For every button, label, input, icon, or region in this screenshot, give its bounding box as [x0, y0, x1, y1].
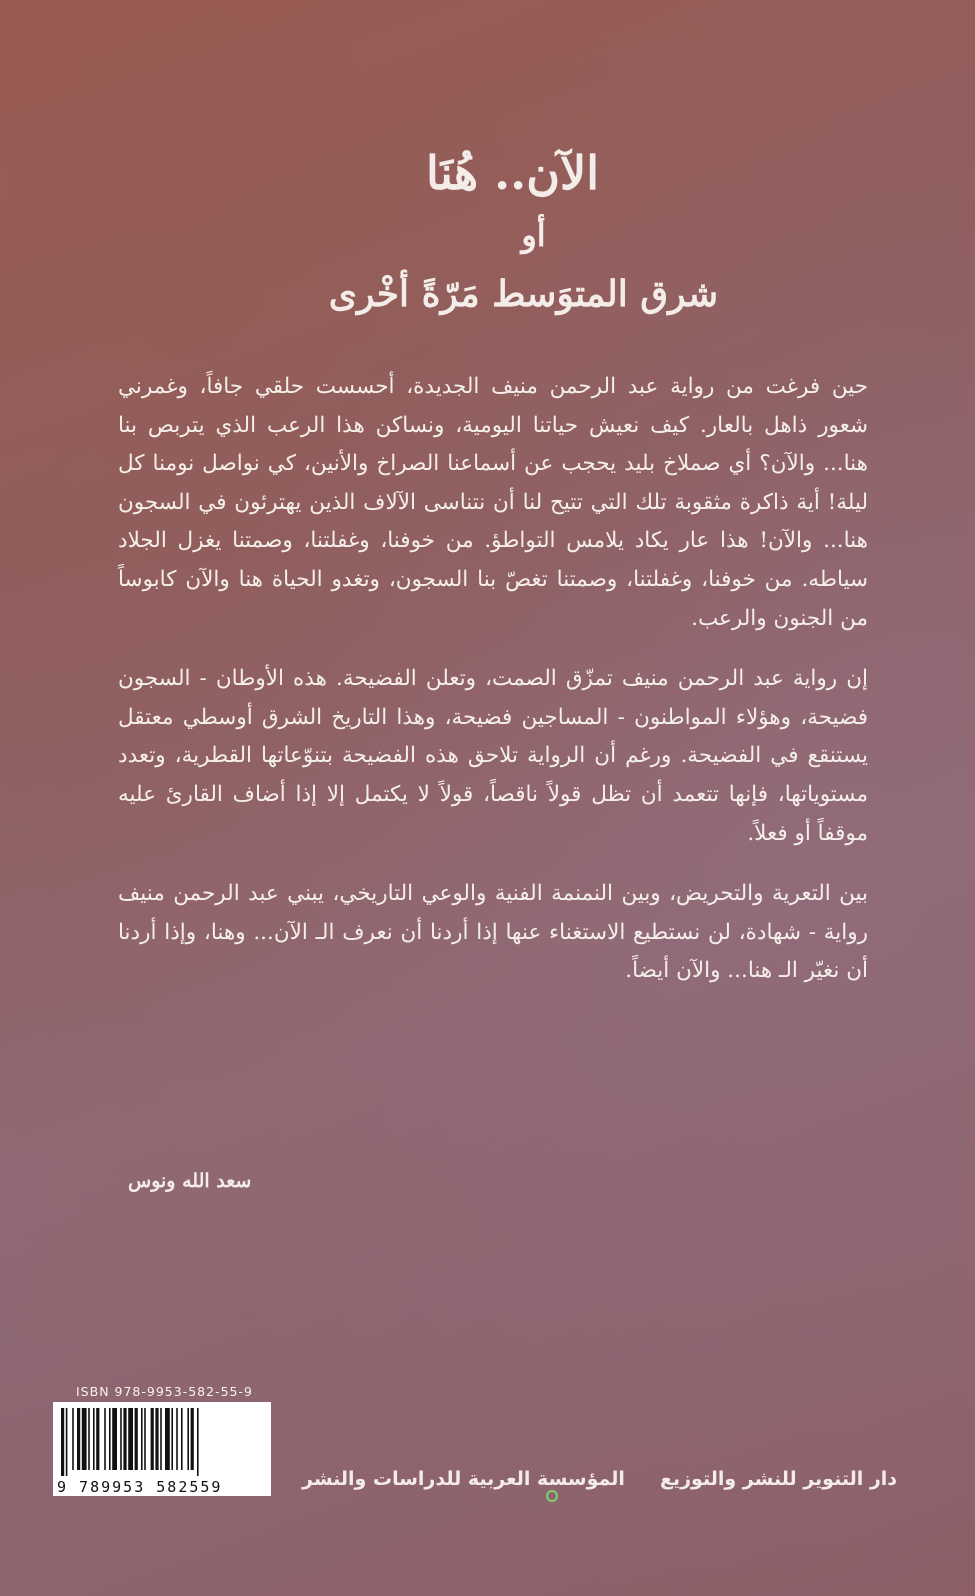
title-block: [0, 140, 975, 322]
blurb-paragraph-3: بين التعرية والتحريض، وبين النمنمة الفنية والوعي التاريخي، يبني عبد الرحمن منيف رواية - شهادة، لن نستطيع الاستغناء عنها إذا أردنا أن نعرف الـ الآن... وهنا، وإذا أردنا أن نغيّر الـ هنا... والآن أيضاً.: [118, 881, 868, 984]
publisher-dar-altanweer: دار التنوير للنشر والتوزيع: [660, 1468, 898, 1490]
barcode-number: 9 789953 582559: [53, 1478, 271, 1496]
author-signature: سعد الله ونوس: [128, 1170, 252, 1192]
publisher-arab-institute: المؤسسة العربية للدراسات والنشر: [302, 1468, 625, 1490]
book-subtitle: شرق المتوَسط مَرّةً أخْرى: [328, 273, 719, 315]
title-connector: أو: [521, 216, 546, 254]
blurb-paragraph-2: إن رواية عبد الرحمن منيف تمزّق الصمت، وتعلن الفضيحة. هذه الأوطان - السجون فضيحة، وهؤلاء المواطنون - المساجين فضيحة، وهذا التاريخ الشرق أوسطي معتقل يستنقع في الفضيحة. ورغم أن الرواية تلاحق هذه الفضيحة بتنوّعاتها القطرية، وتعدد مستوياتها، فإنها تتعمد أن تظل قولاً ناقصاً، قولاً لا يكتمل إلا إذا أضاف القارئ عليه موقفاً أو فعلاً.: [118, 666, 868, 846]
blurb-text: [118, 368, 868, 1013]
isbn-label: ISBN 978-9953-582-55-9: [76, 1384, 253, 1399]
publisher-logo-icon: [546, 1490, 558, 1502]
book-title: الآن.. هُنَا: [426, 146, 599, 200]
barcode-bars-icon: [61, 1408, 263, 1476]
blurb-paragraph-1: حين فرغت من رواية عبد الرحمن منيف الجديدة، أحسست حلقي جافاً، وغمرني شعور ذاهل بالعار. كيف نعيش حياتنا اليومية، ونساكن هذا الرعب الذي يتربص بنا هنا... والآن؟ أي صملاخ بليد يحجب عن أسماعنا الصراخ والأنين، كي نواصل نومنا كل ليلة! أية ذاكرة مثقوبة تلك التي تتيح لنا أن نتناسى الآلاف الذين يهترئون في السجون هنا... والآن! هذا عار يكاد يلامس التواطؤ. من خوفنا، وغفلتنا، وصمتنا يغزل الجلاد سياطه. من خوفنا، وغفلتنا، وصمتنا تغصّ بنا السجون، وتغدو الحياة هنا والآن كابوساً من الجنون والرعب.: [118, 374, 868, 631]
